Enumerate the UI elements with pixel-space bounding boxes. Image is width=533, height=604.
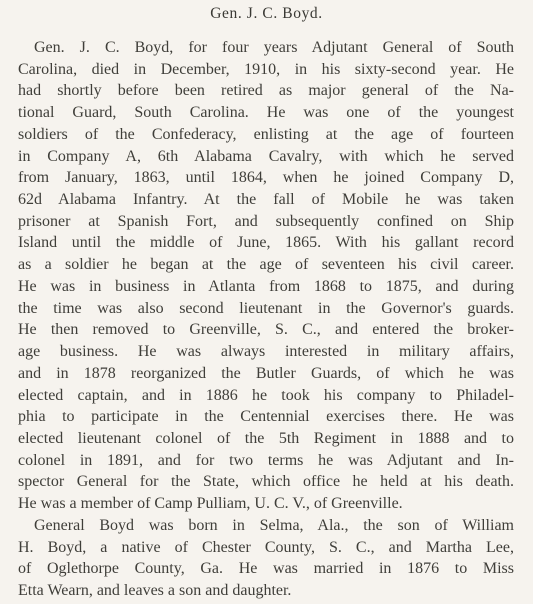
paragraph-1-line-13: the time was also second lieutenant in the Governor's guards. <box>18 299 514 317</box>
paragraph-1-line-15: age business. He was always interested in military affairs, <box>18 343 514 361</box>
paragraph-1-line-2: Carolina, died in December, 1910, in his sixty-second year. He <box>18 60 514 78</box>
paragraph-1-line-3: had shortly before been retired as major general of the Na- <box>18 82 514 100</box>
paragraph-1-line-11: as a soldier he began at the age of seventeen his civil career. <box>18 256 514 274</box>
paragraph-1-line-4: tional Guard, South Carolina. He was one of the youngest <box>18 104 514 122</box>
paragraph-1-line-19: elected lieutenant colonel of the 5th Regiment in 1888 and to <box>18 429 514 447</box>
paragraph-2-line-4: Etta Wearn, and leaves a son and daughter. <box>18 582 292 599</box>
paragraph-1-line-1: Gen. J. C. Boyd, for four years Adjutant General of South <box>34 39 514 56</box>
paragraph-2-line-2: H. Boyd, a native of Chester County, S. C., and Martha Lee, <box>18 538 514 556</box>
article-title: Gen. J. C. Boyd. <box>210 5 323 22</box>
paragraph-1-line-7: from January, 1863, until 1864, when he joined Company D, <box>18 169 514 187</box>
paragraph-1-line-5: soldiers of the Confederacy, enlisting at the age of fourteen <box>18 125 514 143</box>
paragraph-1-line-20: colonel in 1891, and for two terms he was Adjutant and In- <box>18 451 514 469</box>
paragraph-2-line-1: General Boyd was born in Selma, Ala., the son of William <box>34 516 514 534</box>
paragraph-1-line-17: elected captain, and in 1886 he took his company to Philadel- <box>18 386 514 404</box>
paragraph-1-line-16: and in 1878 reorganized the Butler Guards, of which he was <box>18 364 514 382</box>
paragraph-1-line-18: phia to participate in the Centennial exercises there. He was <box>18 408 514 426</box>
paragraph-2-line-3: of Oglethorpe County, Ga. He was married in 1876 to Miss <box>18 560 514 578</box>
paragraph-1-line-22: He was a member of Camp Pulliam, U. C. V., of Greenville. <box>18 495 403 513</box>
paragraph-1-line-6: in Company A, 6th Alabama Cavalry, with which he served <box>18 147 514 165</box>
paragraph-1-line-21: spector General for the State, which office he held at his death. <box>18 473 514 491</box>
paragraph-1-line-8: 62d Alabama Infantry. At the fall of Mobile he was taken <box>18 191 514 209</box>
paragraph-1-line-14: He then removed to Greenville, S. C., and entered the broker- <box>18 321 514 339</box>
paragraph-1-line-12: He was in business in Atlanta from 1868 to 1875, and during <box>18 277 514 295</box>
paragraph-1-line-9: prisoner at Spanish Fort, and subsequently confined on Ship <box>18 212 514 230</box>
paragraph-1-line-10: Island until the middle of June, 1865. With his gallant record <box>18 234 514 252</box>
